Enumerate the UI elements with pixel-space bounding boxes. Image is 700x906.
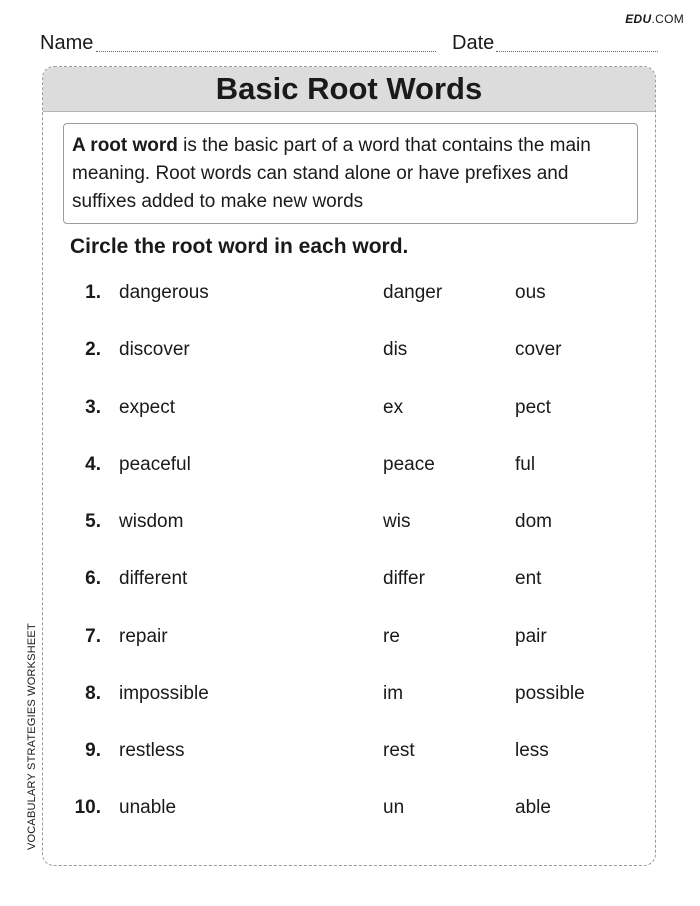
brand-rest: .COM xyxy=(651,12,684,26)
exercise-row xyxy=(43,680,655,708)
instruction: Circle the root word in each word. xyxy=(70,235,409,258)
exercise-row xyxy=(43,623,655,651)
item-number: 3. xyxy=(85,397,101,418)
name-date-row xyxy=(40,30,658,54)
item-option-first[interactable]: wis xyxy=(383,511,411,532)
definition-term: A root word xyxy=(72,135,178,156)
item-option-first[interactable]: re xyxy=(383,626,400,647)
item-option-second[interactable]: dom xyxy=(515,511,552,532)
item-option-second[interactable]: able xyxy=(515,797,551,818)
item-option-first[interactable]: dis xyxy=(383,339,408,360)
item-number: 9. xyxy=(85,740,101,761)
item-word: discover xyxy=(119,339,190,360)
brand-logo xyxy=(625,12,684,26)
definition-box xyxy=(63,123,638,224)
exercise-row xyxy=(43,394,655,422)
item-word: repair xyxy=(119,626,168,647)
item-number: 7. xyxy=(85,626,101,647)
item-option-first[interactable]: ex xyxy=(383,397,404,418)
item-option-first[interactable]: peace xyxy=(383,454,435,475)
item-word: expect xyxy=(119,397,175,418)
item-number: 6. xyxy=(85,568,101,589)
worksheet-category-label: VOCABULARY STRATEGIES WORKSHEET xyxy=(26,623,38,850)
exercise-row xyxy=(43,451,655,479)
item-option-first[interactable]: differ xyxy=(383,568,425,589)
item-number: 8. xyxy=(85,683,101,704)
item-word: wisdom xyxy=(119,511,184,532)
exercise-row xyxy=(43,565,655,593)
item-option-first[interactable]: im xyxy=(383,683,404,704)
exercise-row xyxy=(43,336,655,364)
exercise-row xyxy=(43,737,655,765)
item-word: restless xyxy=(119,740,185,761)
date-field[interactable] xyxy=(496,51,658,52)
exercise-row xyxy=(43,508,655,536)
definition-text: is the basic part of a word that contains the main meaning. Root words can stand alone or have prefixes and suffixes added to make new words xyxy=(72,135,591,212)
item-option-second[interactable]: possible xyxy=(515,683,585,704)
item-word: peaceful xyxy=(119,454,191,475)
item-option-second[interactable]: ous xyxy=(515,282,546,303)
item-word: dangerous xyxy=(119,282,209,303)
item-number: 1. xyxy=(85,282,101,303)
worksheet-card xyxy=(42,66,656,866)
item-number: 5. xyxy=(85,511,101,532)
item-option-second[interactable]: less xyxy=(515,740,549,761)
brand-bold: EDU xyxy=(625,12,652,26)
item-word: impossible xyxy=(119,683,209,704)
item-option-second[interactable]: pect xyxy=(515,397,551,418)
item-number: 10. xyxy=(74,797,101,818)
exercise-row xyxy=(43,279,655,307)
exercise-row xyxy=(43,794,655,822)
item-option-first[interactable]: rest xyxy=(383,740,415,761)
item-number: 2. xyxy=(85,339,101,360)
worksheet-title: Basic Root Words xyxy=(43,67,655,112)
item-option-second[interactable]: ful xyxy=(515,454,536,475)
item-option-second[interactable]: pair xyxy=(515,626,547,647)
name-field[interactable] xyxy=(96,51,436,52)
item-option-second[interactable]: cover xyxy=(515,339,562,360)
name-label: Name xyxy=(40,32,94,54)
item-word: unable xyxy=(119,797,177,818)
date-label: Date xyxy=(452,32,495,54)
item-option-first[interactable]: un xyxy=(383,797,405,818)
item-option-second[interactable]: ent xyxy=(515,568,542,589)
item-option-first[interactable]: danger xyxy=(383,282,443,303)
item-word: different xyxy=(119,568,188,589)
item-number: 4. xyxy=(85,454,101,475)
